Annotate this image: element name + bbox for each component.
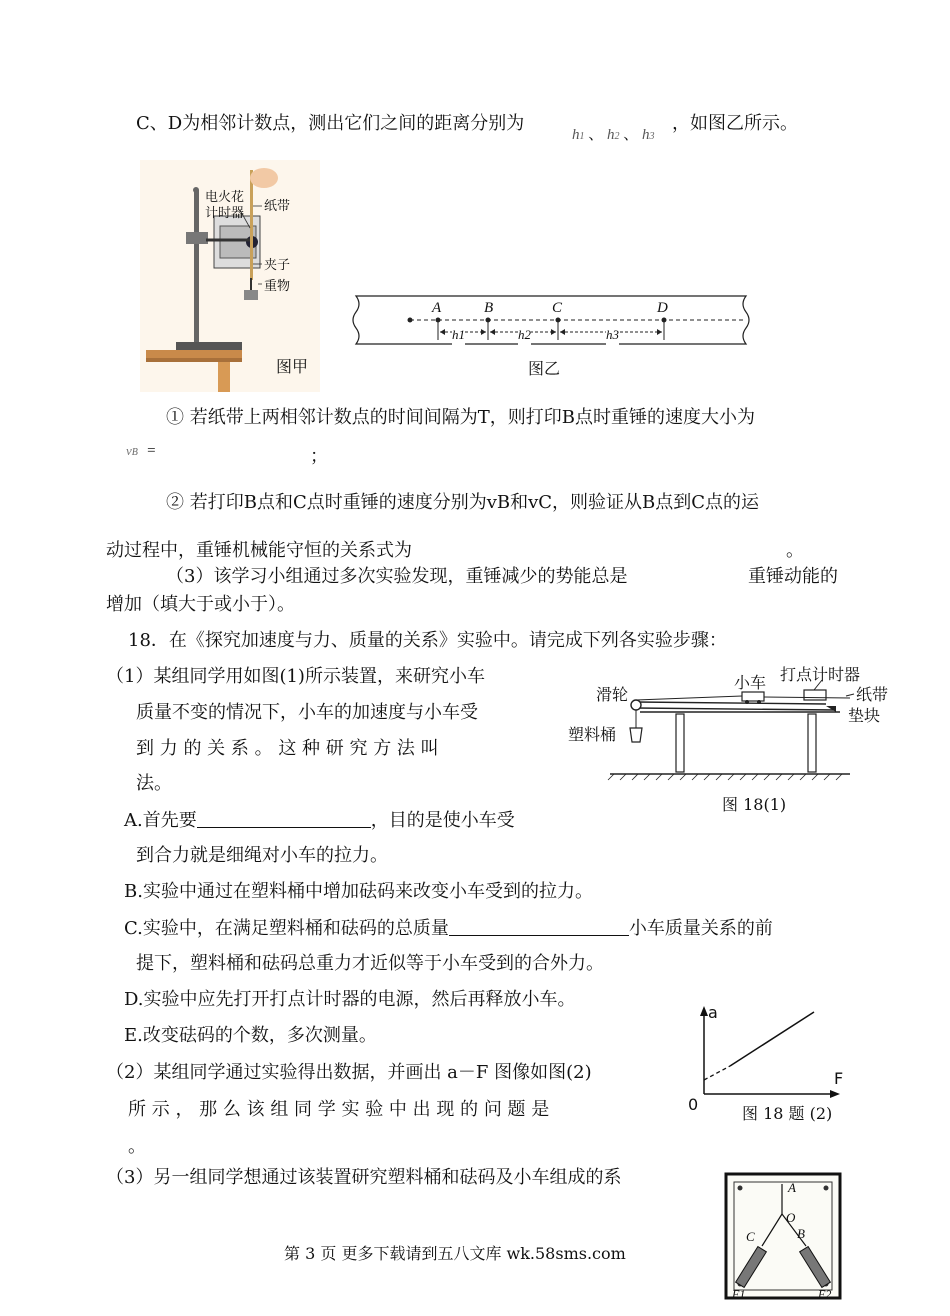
h1-symbol: h: [572, 127, 580, 143]
p18-s1-line1: （1）某组同学用如图(1)所示装置，来研究小车: [106, 666, 485, 687]
fig182-f-axis: F: [834, 1069, 844, 1088]
q3-line1b: 重锤动能的: [748, 566, 838, 587]
p18-d: D.实验中应先打开打点计时器的电源，然后再释放小车。: [124, 989, 576, 1010]
tape-h1: h1: [452, 324, 465, 346]
blank-a: [197, 809, 371, 828]
figure-yi-caption: 图乙: [528, 359, 561, 378]
fig182-a-axis: a: [708, 1003, 718, 1022]
fig182-caption: 图 18 题 (2): [742, 1104, 833, 1123]
p18-c-line2: 提下，塑料桶和砝码总重力才近似等于小车受到的合外力。: [136, 953, 604, 974]
q1-text: ① 若纸带上两相邻计数点的时间间隔为T，则打印B点时重锤的速度大小为: [166, 407, 755, 428]
jia-tape-label: 纸带: [264, 199, 291, 214]
p18-s2-line2: 所 示 ， 那 么 该 组 同 学 实 验 中 出 现 的 问 题 是: [128, 1099, 550, 1120]
h2-symbol: h: [607, 127, 615, 143]
tape-h3: h3: [606, 324, 619, 346]
p18-s2-line1: （2）某组同学通过实验得出数据，并画出 a－F 图像如图(2): [106, 1062, 592, 1083]
q3-line1: （3）该学习小组通过多次实验发现，重锤减少的势能总是: [166, 566, 628, 587]
tape-h2: h2: [518, 324, 531, 346]
p18-b: B.实验中通过在塑料桶中增加砝码来改变小车受到的拉力。: [124, 881, 593, 902]
fig181-bucket-label: 塑料桶: [568, 725, 617, 744]
tape-point-c: C: [552, 300, 563, 316]
jia-timer-label: 电火花 计时器: [205, 190, 245, 221]
fig181-caption: 图 18(1): [722, 795, 787, 814]
blank-c: [449, 917, 629, 936]
p18-s3: （3）另一组同学想通过该装置研究塑料桶和砝码及小车组成的系: [106, 1167, 622, 1188]
q1-semicolon: ；: [310, 446, 328, 467]
fig3-label-o: O: [786, 1210, 796, 1225]
h-values: h1 、 h2 、 h3: [572, 127, 655, 143]
figure-jia-caption: 图甲: [276, 357, 309, 376]
line1-prefix: C、D为相邻计数点，测出它们之间的距离分别为: [136, 113, 525, 134]
fig3-label-f2: F2: [818, 1287, 832, 1301]
jia-clip-label: 夹子: [264, 258, 291, 273]
fig182-origin: 0: [688, 1095, 699, 1114]
q2-text: ② 若打印B点和C点时重锤的速度分别为vB和vC，则验证从B点到C点的运: [166, 492, 760, 513]
p18-a-line1: A.首先要 ，目的是使小车受: [124, 810, 515, 831]
fig181-pulley-label: 滑轮: [596, 685, 629, 704]
page-footer: 第 3 页 更多下载请到五八文库 wk.58sms.com: [284, 1244, 626, 1263]
h3-symbol: h: [642, 127, 650, 143]
tape-point-a: A: [432, 300, 442, 316]
p18-s1-line3: 到 力 的 关 系 。 这 种 研 究 方 法 叫: [136, 738, 439, 759]
p18-c-line1: C.实验中，在满足塑料桶和砝码的总质量 小车质量关系的前: [124, 918, 773, 939]
fig3-label-a: A: [788, 1180, 796, 1195]
p18-s1-line2: 质量不变的情况下，小车的加速度与小车受: [136, 702, 478, 723]
q1-vb: vB =: [126, 443, 156, 459]
fig3-label-f1: F1: [732, 1287, 746, 1301]
figure-18-1-apparatus: [600, 670, 860, 790]
fig181-cart-label: 小车: [734, 673, 767, 692]
fig3-label-c: C: [746, 1229, 755, 1244]
q2-cont: 动过程中，重锤机械能守恒的关系式为: [106, 540, 412, 561]
tape-point-d: D: [657, 300, 668, 316]
p18-s2-line3: 。: [128, 1136, 146, 1157]
p18-s1-line4: 法。: [136, 773, 172, 794]
p18-title: 18．在《探究加速度与力、质量的关系》实验中。请完成下列各实验步骤：: [128, 630, 727, 651]
q3-line2: 增加（填大于或小于）。: [106, 594, 295, 615]
p18-a-line2: 到合力就是细绳对小车的拉力。: [136, 845, 388, 866]
tape-point-b: B: [484, 300, 494, 316]
q2-end: 。: [786, 540, 804, 561]
figure-3-force-board: [724, 1172, 842, 1300]
p18-e: E.改变砝码的个数，多次测量。: [124, 1025, 377, 1046]
fig181-timer-label: 打点计时器: [780, 665, 861, 684]
jia-weight-label: 重物: [264, 279, 291, 294]
line1: [136, 113, 524, 135]
fig181-block-label: 垫块: [848, 706, 881, 725]
fig181-tape-label: 纸带: [856, 685, 889, 704]
fig3-label-b: B: [797, 1226, 805, 1241]
line1-suffix: ，如图乙所示。: [672, 113, 798, 134]
